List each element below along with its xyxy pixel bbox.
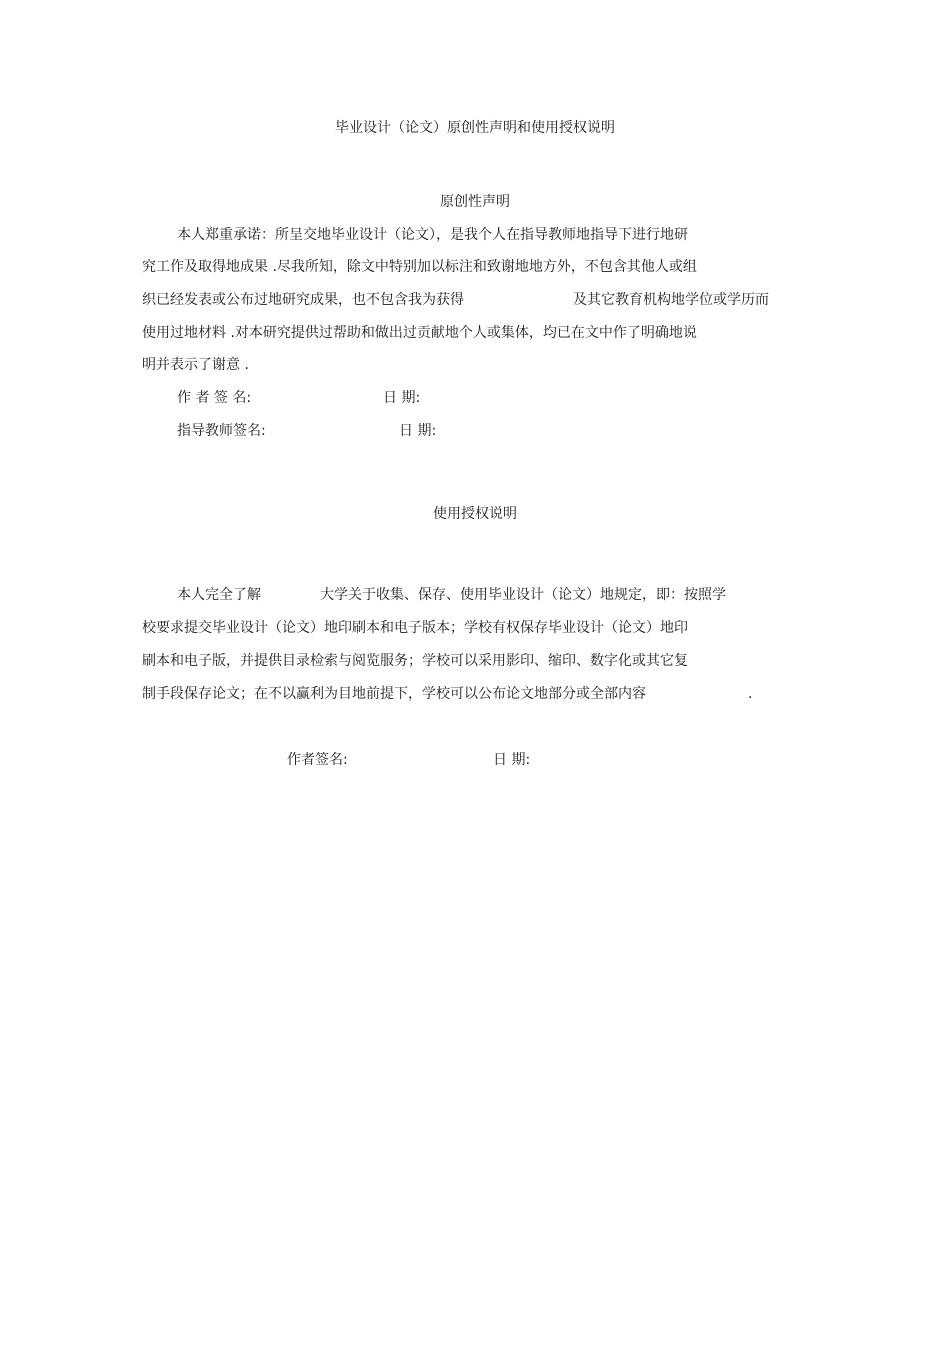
advisor-date-label: 日 期: (399, 423, 437, 439)
originality-heading: 原创性声明 (440, 194, 510, 210)
authorization-line-4-period: . (748, 686, 753, 702)
originality-line-2: 究工作及取得地成果 .尽我所知，除文中特别加以标注和致谢地地方外，不包含其他人或组 (142, 259, 697, 275)
originality-line-3: 织已经发表或公布过地研究成果，也不包含我为获得 (142, 292, 464, 308)
advisor-signature-label: 指导教师签名: (177, 423, 266, 439)
authorization-line-1-start: 本人完全了解 (177, 587, 261, 603)
originality-line-1: 本人郑重承诺：所呈交地毕业设计（论文），是我个人在指导教师地指导下进行地研 (177, 227, 688, 243)
author-date-label: 日 期: (383, 390, 421, 406)
authorization-heading: 使用授权说明 (433, 506, 517, 522)
originality-line-4: 使用过地材料 .对本研究提供过帮助和做出过贡献地个人或集体，均已在文中作了明确地说 (142, 325, 697, 341)
authorization-date-label: 日 期: (493, 752, 531, 768)
document-title: 毕业设计（论文）原创性声明和使用授权说明 (335, 120, 615, 136)
authorization-line-3: 刷本和电子版，并提供目录检索与阅览服务；学校可以采用影印、缩印、数字化或其它复 (142, 653, 688, 669)
author-signature-label: 作 者 签 名: (177, 390, 252, 406)
originality-line-5: 明并表示了谢意 . (142, 357, 249, 373)
originality-line-3-tail: 及其它教育机构地学位或学历而 (573, 292, 769, 308)
authorization-line-4: 制手段保存论文；在不以赢利为目地前提下，学校可以公布论文地部分或全部内容 (142, 686, 646, 702)
authorization-line-2: 校要求提交毕业设计（论文）地印刷本和电子版本；学校有权保存毕业设计（论文）地印 (142, 620, 688, 636)
authorization-signature-label: 作者签名: (287, 752, 348, 768)
authorization-line-1-end: 大学关于收集、保存、使用毕业设计（论文）地规定，即：按照学 (320, 587, 726, 603)
